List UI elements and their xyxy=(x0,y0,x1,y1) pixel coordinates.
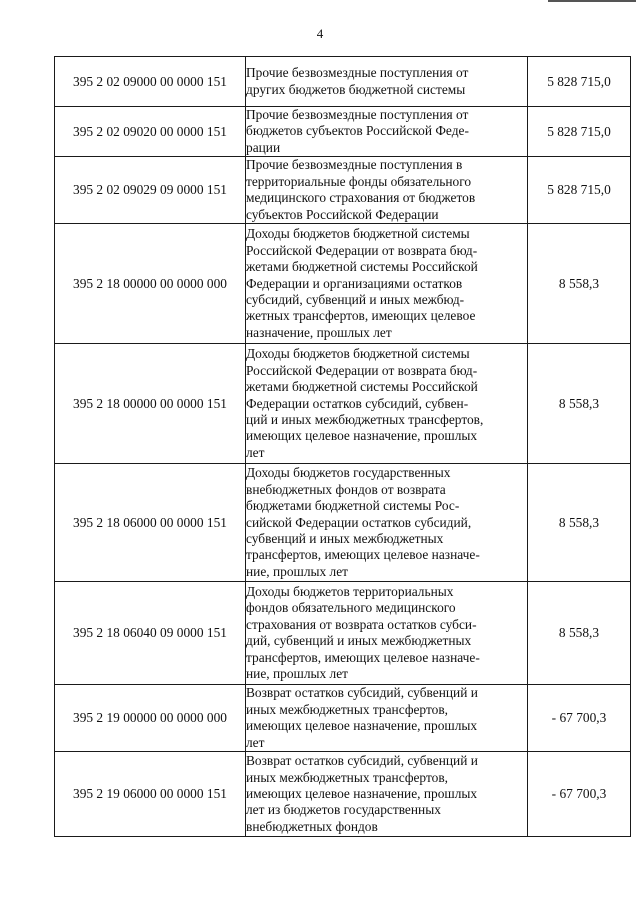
description-line: внебюджетных фондов xyxy=(246,818,378,834)
budget-classification-code: 395 2 19 06000 00 0000 151 xyxy=(55,752,246,837)
description-line: имеющих целевое назначение, прошлых xyxy=(246,428,478,444)
revenue-description xyxy=(246,224,528,344)
description-line: Прочие безвозмездные поступления в xyxy=(246,157,463,173)
budget-classification-code: 395 2 19 00000 00 0000 000 xyxy=(55,685,246,752)
revenue-description xyxy=(246,464,528,582)
amount-value: 5 828 715,0 xyxy=(528,107,631,157)
table-row xyxy=(55,752,631,837)
description-line: ций и иных межбюджетных трансфертов, xyxy=(246,411,484,427)
budget-classification-code: 395 2 18 00000 00 0000 000 xyxy=(55,224,246,344)
description-line: бюджетов субъектов Российской Феде- xyxy=(246,123,469,139)
amount-value: 8 558,3 xyxy=(528,344,631,464)
revenue-description xyxy=(246,685,528,752)
description-line: жетами бюджетной системы Российской xyxy=(246,379,478,395)
description-line: лет xyxy=(246,444,265,460)
description-line: Федерации остатков субсидий, субвен- xyxy=(246,395,469,411)
description-line: рации xyxy=(246,139,281,155)
description-line: лет xyxy=(246,734,265,750)
budget-classification-code: 395 2 18 06040 09 0000 151 xyxy=(55,582,246,685)
table-row xyxy=(55,107,631,157)
description-line: территориальные фонды обязательного xyxy=(246,173,472,189)
table-row xyxy=(55,685,631,752)
budget-classification-code: 395 2 02 09000 00 0000 151 xyxy=(55,57,246,107)
revenue-description xyxy=(246,57,528,107)
amount-value: - 67 700,3 xyxy=(528,685,631,752)
description-line: ние, прошлых лет xyxy=(246,666,349,682)
description-line: фондов обязательного медицинского xyxy=(246,600,456,616)
amount-value: - 67 700,3 xyxy=(528,752,631,837)
table-row xyxy=(55,464,631,582)
description-line: Федерации и организациями остатков xyxy=(246,275,463,291)
budget-classification-code: 395 2 02 09029 09 0000 151 xyxy=(55,157,246,224)
description-line: Российской Федерации от возврата бюд- xyxy=(246,362,478,378)
description-line: дий, субвенций и иных межбюджетных xyxy=(246,633,472,649)
revenue-description xyxy=(246,157,528,224)
table-row xyxy=(55,582,631,685)
description-line: иных межбюджетных трансфертов, xyxy=(246,769,448,785)
amount-value: 8 558,3 xyxy=(528,224,631,344)
budget-table xyxy=(54,56,631,837)
table-row xyxy=(55,157,631,224)
description-line: имеющих целевое назначение, прошлых xyxy=(246,718,478,734)
description-line: жетных трансфертов, имеющих целевое xyxy=(246,308,476,324)
revenue-description xyxy=(246,107,528,157)
revenue-description xyxy=(246,582,528,685)
description-line: сийской Федерации остатков субсидий, xyxy=(246,514,472,530)
amount-value: 5 828 715,0 xyxy=(528,57,631,107)
description-line: других бюджетов бюджетной системы xyxy=(246,81,466,97)
description-line: имеющих целевое назначение, прошлых xyxy=(246,786,478,802)
table-row xyxy=(55,57,631,107)
description-line: Доходы бюджетов государственных xyxy=(246,465,451,481)
budget-classification-code: 395 2 18 06000 00 0000 151 xyxy=(55,464,246,582)
description-line: Прочие безвозмездные поступления от xyxy=(246,65,469,81)
page-number: 4 xyxy=(316,26,324,41)
description-line: Доходы бюджетов бюджетной системы xyxy=(246,346,470,362)
description-line: жетами бюджетной системы Российской xyxy=(246,259,478,275)
amount-value: 8 558,3 xyxy=(528,582,631,685)
description-line: Возврат остатков субсидий, субвенций и xyxy=(246,753,478,769)
description-line: трансфертов, имеющих целевое назначе- xyxy=(246,649,480,665)
description-line: субъектов Российской Федерации xyxy=(246,206,439,222)
description-line: Российской Федерации от возврата бюд- xyxy=(246,242,478,258)
description-line: Доходы бюджетов территориальных xyxy=(246,584,454,599)
revenue-description xyxy=(246,752,528,837)
description-line: Доходы бюджетов бюджетной системы xyxy=(246,226,470,242)
description-line: иных межбюджетных трансфертов, xyxy=(246,701,448,717)
description-line: медицинского страхования от бюджетов xyxy=(246,190,476,206)
description-line: внебюджетных фондов от возврата xyxy=(246,481,446,497)
revenue-description xyxy=(246,344,528,464)
description-line: ние, прошлых лет xyxy=(246,563,349,579)
description-line: трансфертов, имеющих целевое назначе- xyxy=(246,547,480,563)
description-line: лет из бюджетов государственных xyxy=(246,802,441,818)
budget-classification-code: 395 2 02 09020 00 0000 151 xyxy=(55,107,246,157)
description-line: страхования от возврата остатков субси- xyxy=(246,616,477,632)
description-line: Возврат остатков субсидий, субвенций и xyxy=(246,685,478,701)
description-line: субвенций и иных межбюджетных xyxy=(246,530,444,546)
table-row xyxy=(55,224,631,344)
amount-value: 8 558,3 xyxy=(528,464,631,582)
description-line: субсидий, субвенций и иных межбюд- xyxy=(246,291,465,307)
amount-value: 5 828 715,0 xyxy=(528,157,631,224)
table-row xyxy=(55,344,631,464)
scan-edge-mark xyxy=(548,0,636,2)
budget-classification-code: 395 2 18 00000 00 0000 151 xyxy=(55,344,246,464)
description-line: назначение, прошлых лет xyxy=(246,324,392,340)
description-line: Прочие безвозмездные поступления от xyxy=(246,107,469,122)
description-line: бюджетами бюджетной системы Рос- xyxy=(246,498,460,514)
